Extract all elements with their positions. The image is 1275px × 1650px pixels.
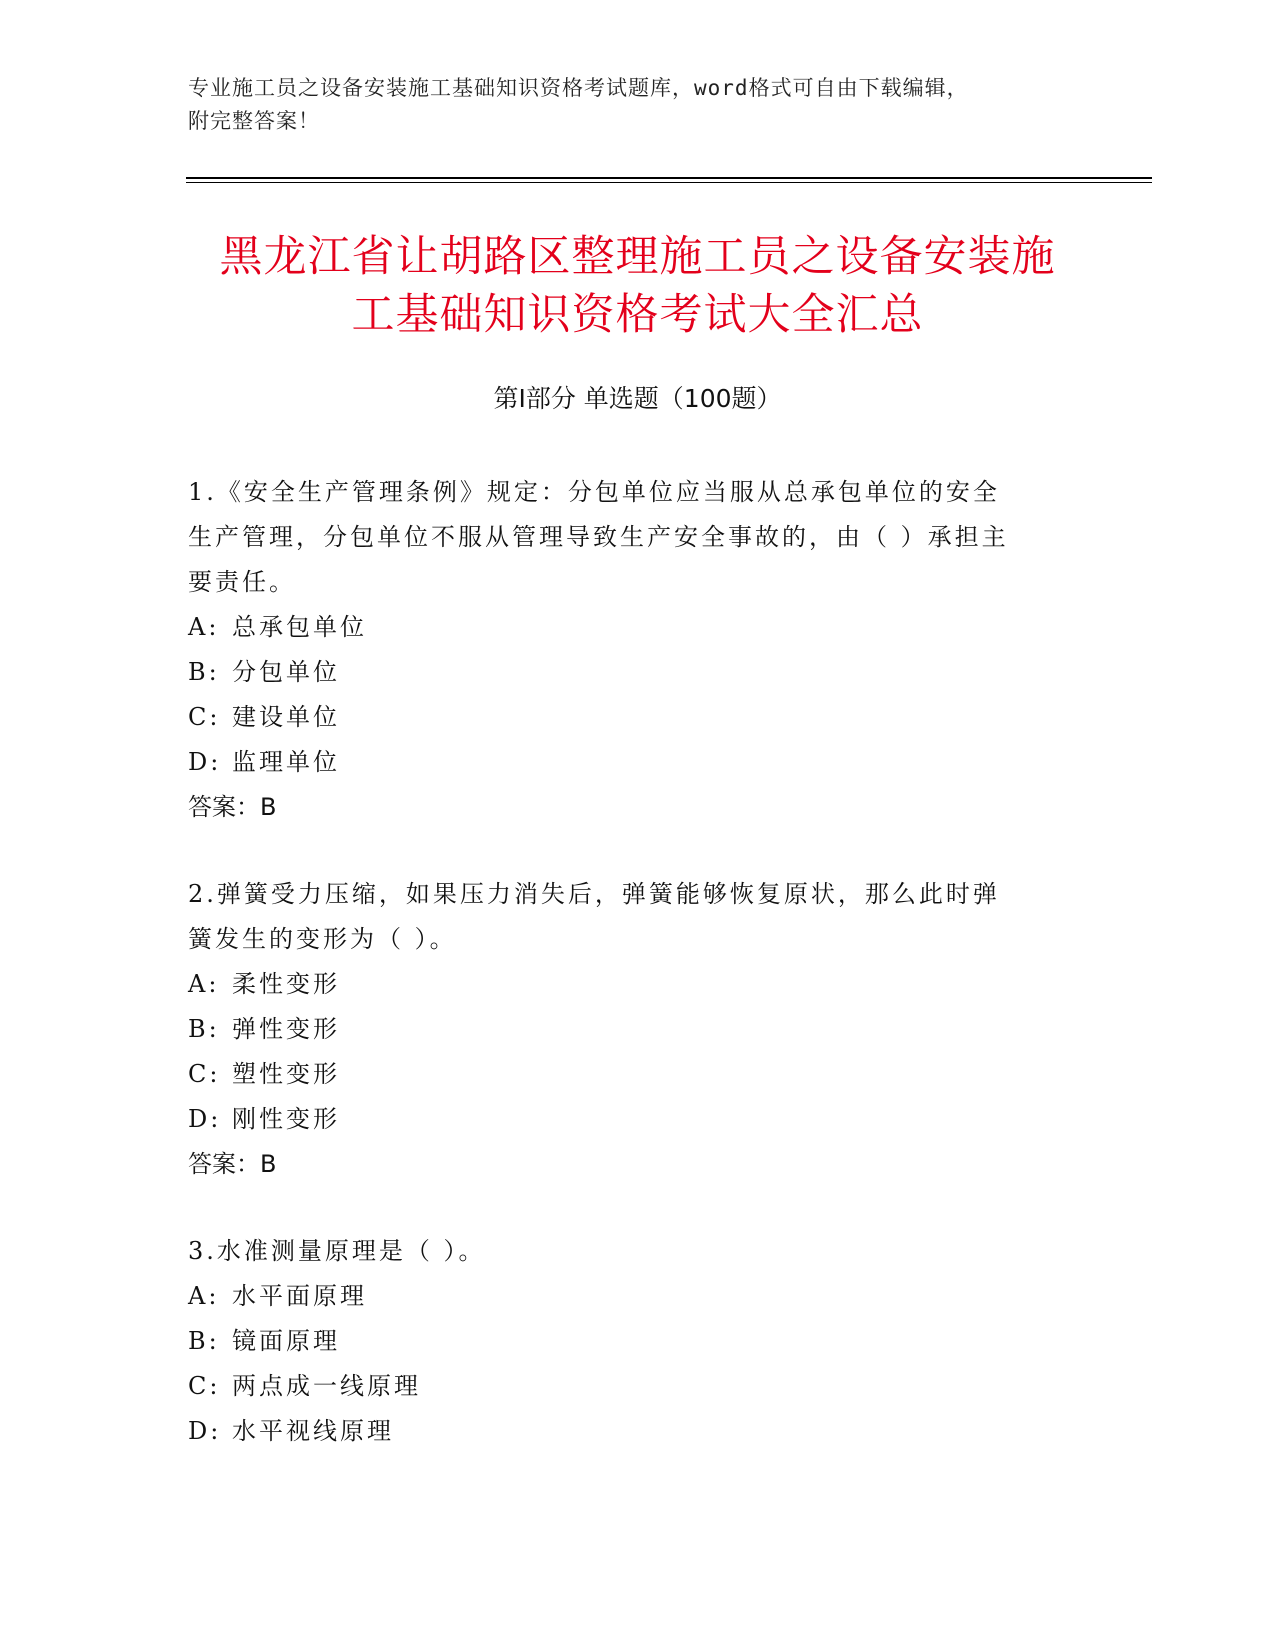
header-divider-thick xyxy=(186,177,1152,179)
option-a xyxy=(188,1274,1078,1319)
question-text-line: 2.弹簧受力压缩，如果压力消失后，弹簧能够恢复原状，那么此时弹 xyxy=(188,880,1000,908)
question-text-line: 要责任。 xyxy=(188,568,296,596)
option-a xyxy=(188,962,1078,1007)
option-key: A: xyxy=(188,613,220,641)
option-key: B: xyxy=(188,658,220,686)
answer-text: 答案：B xyxy=(188,793,277,821)
option-text: 柔性变形 xyxy=(232,970,340,998)
document-title-line: 工基础知识资格考试大全汇总 xyxy=(351,290,924,340)
option-text: 水平面原理 xyxy=(232,1282,367,1310)
header-note-line: 专业施工员之设备安装施工基础知识资格考试题库，word格式可自由下载编辑， xyxy=(188,76,969,100)
option-key: A: xyxy=(188,970,220,998)
option-key: B: xyxy=(188,1015,220,1043)
option-text: 镜面原理 xyxy=(232,1327,340,1355)
question-item xyxy=(188,872,1078,1187)
option-c xyxy=(188,1052,1078,1097)
option-key: C: xyxy=(188,1372,221,1400)
option-key: D: xyxy=(188,1417,222,1445)
header-note-line: 附完整答案！ xyxy=(188,109,320,133)
header-note xyxy=(188,72,1068,138)
option-key: B: xyxy=(188,1327,220,1355)
option-b xyxy=(188,650,1078,695)
option-d xyxy=(188,740,1078,785)
option-key: D: xyxy=(188,748,222,776)
document-title-line: 黑龙江省让胡路区整理施工员之设备安装施 xyxy=(219,232,1056,282)
option-a xyxy=(188,605,1078,650)
answer-text: 答案：B xyxy=(188,1150,277,1178)
question-text xyxy=(188,872,1078,962)
question-text-line: 生产管理，分包单位不服从管理导致生产安全事故的，由（ ）承担主 xyxy=(188,523,1009,551)
option-text: 水平视线原理 xyxy=(232,1417,394,1445)
question-text-line: 3.水准测量原理是（ ）。 xyxy=(188,1237,486,1265)
option-d xyxy=(188,1409,1078,1454)
question-text xyxy=(188,470,1078,605)
option-text: 刚性变形 xyxy=(232,1105,340,1133)
option-key: C: xyxy=(188,703,221,731)
option-key: C: xyxy=(188,1060,221,1088)
option-text: 分包单位 xyxy=(232,658,340,686)
option-d xyxy=(188,1097,1078,1142)
option-c xyxy=(188,695,1078,740)
question-item xyxy=(188,470,1078,830)
question-text-line: 簧发生的变形为（ ）。 xyxy=(188,925,457,953)
question-text xyxy=(188,1229,1078,1274)
header-divider-thin xyxy=(186,182,1152,183)
option-b xyxy=(188,1319,1078,1364)
document-title xyxy=(150,228,1125,344)
question-item xyxy=(188,1229,1078,1454)
option-c xyxy=(188,1364,1078,1409)
option-text: 弹性变形 xyxy=(232,1015,340,1043)
option-key: A: xyxy=(188,1282,220,1310)
option-text: 塑性变形 xyxy=(232,1060,340,1088)
option-text: 总承包单位 xyxy=(232,613,367,641)
option-b xyxy=(188,1007,1078,1052)
option-key: D: xyxy=(188,1105,222,1133)
option-text: 监理单位 xyxy=(232,748,340,776)
option-text: 建设单位 xyxy=(232,703,340,731)
question-list xyxy=(188,470,1078,1496)
question-text-line: 1.《安全生产管理条例》规定：分包单位应当服从总承包单位的安全 xyxy=(188,478,1000,506)
option-text: 两点成一线原理 xyxy=(232,1372,421,1400)
section-title: 第Ⅰ部分 单选题（100题） xyxy=(493,384,782,413)
